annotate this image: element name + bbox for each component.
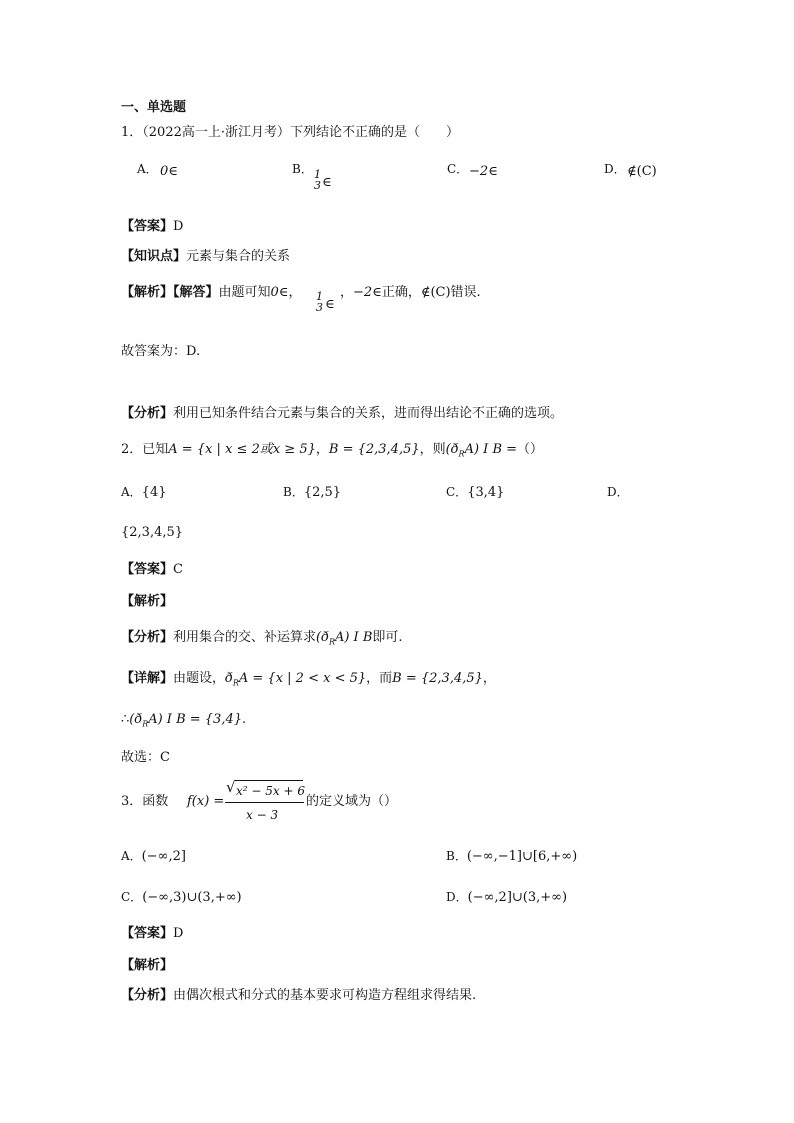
q1-analysis-expr-g: ∉(C) [420,285,451,300]
q2-stem-c: ，则 [419,442,446,457]
q2-xiangjie-set-b: B = {2,3,4,5} [392,671,483,686]
q2-choose: 故选：C [121,750,170,765]
q3-answer-line [121,926,183,942]
q1-analysis-text-a: 由题可知 [218,285,271,300]
q1-fenxi-line [121,406,563,422]
q1-option-c: −2∈ [469,164,498,179]
q1-analysis-sep-c: ， [288,285,302,300]
q2-therefore-line [121,712,246,733]
q2-option-d-value: {2,3,4,5} [121,525,184,540]
q3-function: f(x) = [187,794,225,809]
q2-therefore-sub: R [142,719,149,729]
q3-fenxi: 由偶次根式和分式的基本要求可构造方程组求得结果. [173,988,477,1003]
q3-option-d-label: D． [446,890,468,904]
q3-fraction-bar [225,802,304,803]
q2-therefore-expr: (ð [129,712,143,727]
q2-stem-d: （） [517,442,544,457]
section-heading: 一、单选题 [121,100,187,115]
q1-fenxi: 利用已知条件结合元素与集合的关系，进而得出结论不正确的选项。 [173,406,564,421]
q2-xiangjie-c: ， [482,671,496,686]
q1-analysis-text-h: 错误. [450,285,481,300]
q1-conclusion: 故答案为：D. [121,344,201,359]
q2-therefore-end: . [242,712,247,727]
q1-option-b-numerator: 1 [314,168,321,181]
q3-option-d-value: (−∞,2]∪(3,+∞) [467,890,568,905]
q2-option-a-label: A． [121,485,142,499]
q1-analysis-expr-e: −2∈ [353,285,382,300]
q3-option-b-label: B． [446,849,467,863]
q1-answer-line [121,219,183,235]
q2-fenxi-expr2: A) I B [334,630,373,645]
q3-radicand: x² − 5x + 6 [236,784,305,798]
q2-stem-sub: R [458,449,465,459]
q2-stem-set-a: A = {x | x ≤ 2或x ≥ 5} [168,442,316,457]
q1-analysis-sep-d: ， [340,285,354,300]
q3-option-a [121,848,186,865]
q1-analysis-line [121,285,301,301]
q1-answer: D [173,219,184,234]
q2-stem-b: ， [315,442,329,457]
q1-option-d-label: D． [604,162,626,176]
q1-option-a-label: A． [137,162,158,176]
q3-option-b [446,848,577,865]
q2-option-a [121,484,167,501]
q2-xiangjie-a: 由题设， [173,671,226,686]
q1-analysis-symbol: ∈ [325,297,335,312]
q1-answer-tag: 【答案】 [121,219,174,234]
q3-stem-b: 的定义域为（） [306,794,398,809]
q1-knowledge: 元素与集合的关系 [186,249,291,264]
q3-option-a-value: (−∞,2] [141,849,186,864]
q1-option-b-denominator: 3 [314,179,321,192]
q1-analysis-line-2 [340,285,481,301]
q2-fenxi-a: 利用集合的交、补运算求 [173,630,317,645]
q2-option-b-value: {2,5} [303,485,342,500]
q1-analysis-denominator: 3 [316,301,323,314]
q3-option-d [446,889,567,906]
q3-answer-tag: 【答案】 [121,926,174,941]
q1-fenxi-tag: 【分析】 [121,406,174,421]
q1-analysis-fraction [316,291,323,313]
q3-option-c [121,889,242,906]
q2-xiangjie-expr2: A = {x | 2 < x < 5} [238,671,367,686]
q2-fenxi-line [121,630,403,651]
q2-fenxi-b: 即可. [372,630,403,645]
q1-option-d: ∉(C) [627,164,657,179]
q2-stem-a: 2．已知 [121,442,169,457]
q2-fenxi-tag: 【分析】 [121,630,174,645]
q2-xiangjie-sub: R [232,678,239,688]
q2-answer-line [121,562,183,578]
q3-option-c-label: C． [121,890,143,904]
q3-fenxi-line [121,988,476,1004]
q3-jiexi-tag: 【解析】 [121,958,174,973]
q2-stem-expr: (ð [445,442,459,457]
q1-analysis-numerator: 1 [316,290,323,303]
q1-option-b-fraction [314,169,321,191]
q1-analysis-tag: 【解析】【解答】 [121,285,219,300]
q2-jiexi-tag: 【解析】 [121,594,174,609]
q2-therefore-expr2: A) I B = {3,4} [148,712,243,727]
q3-option-a-label: A． [121,849,142,863]
q3-sqrt-symbol: √ [226,778,236,796]
q2-xiangjie-line [121,671,496,692]
q3-option-c-value: (−∞,3)∪(3,+∞) [142,890,242,905]
q2-option-b-label: B． [283,485,304,499]
q1-knowledge-tag: 【知识点】 [121,249,187,264]
q1-stem: 1．（2022高一上·浙江月考）下列结论不正确的是（ ） [121,125,459,140]
q1-analysis-expr-b: 0∈ [270,285,289,300]
q2-option-a-value: {4} [141,485,167,500]
q2-therefore-symbol: ∴ [121,712,130,727]
q1-option-a: 0∈ [160,164,178,179]
q2-option-c [446,484,504,501]
q3-answer: D [173,926,184,941]
q3-sqrt-bar [235,780,303,781]
q2-answer-tag: 【答案】 [121,562,174,577]
q1-option-c-label: C． [447,162,469,176]
q2-stem-expr2: A) I B = [464,442,518,457]
q1-knowledge-line [121,249,290,265]
q3-fenxi-tag: 【分析】 [121,988,174,1003]
q2-stem-set-b: B = {2,3,4,5} [328,442,420,457]
q2-option-c-value: {3,4} [467,485,505,500]
q2-xiangjie-expr: ð [225,671,233,686]
q2-option-c-label: C． [446,485,468,499]
q3-denominator: x − 3 [246,808,279,822]
q2-option-b [283,484,341,501]
q1-option-b-label: B． [292,162,313,176]
q2-stem [121,442,543,463]
q1-option-b-symbol: ∈ [322,175,332,190]
q2-answer: C [173,562,183,577]
q2-option-d-label: D． [607,485,629,499]
q1-analysis-text-f: 正确， [381,285,421,300]
q3-option-b-value: (−∞,−1]∪[6,+∞) [466,849,578,864]
q2-xiangjie-tag: 【详解】 [121,671,174,686]
q2-xiangjie-b: ，而 [366,671,393,686]
q2-fenxi-sub: R [328,637,335,647]
q3-stem-a: 3．函数 [121,794,169,809]
q2-fenxi-expr: (ð [316,630,329,645]
